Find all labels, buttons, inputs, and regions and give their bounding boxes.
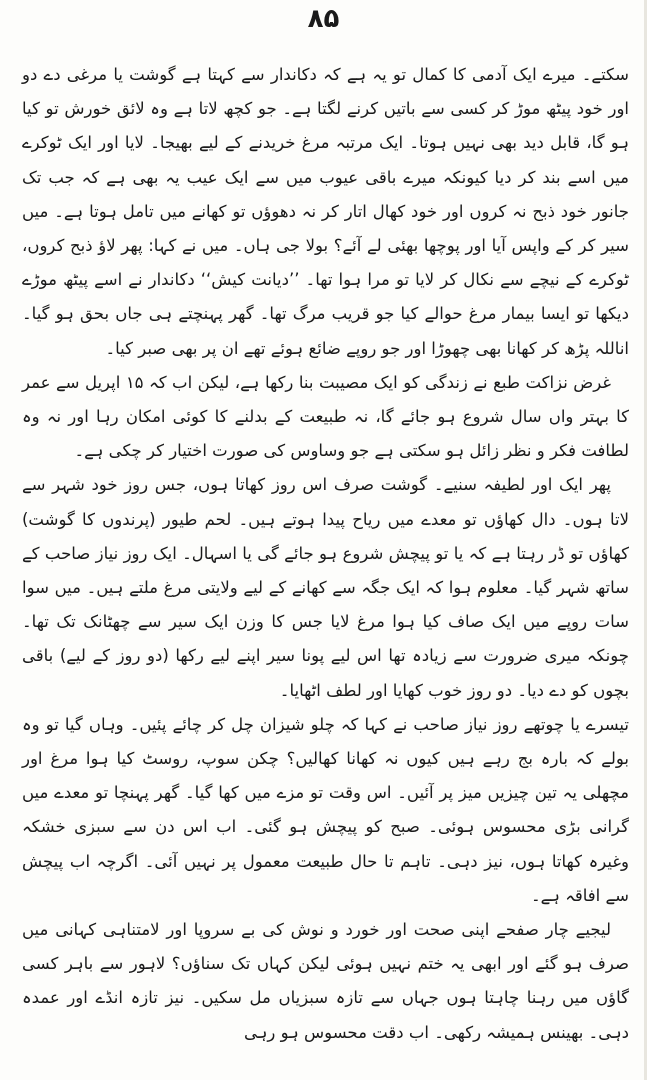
body-text bbox=[22, 58, 629, 1050]
paragraph-3: پھر ایک اور لطیفہ سنیے۔ گوشت صرف اس روز کھاتا ہوں، جس روز خود شہر سے لاتا ہوں۔ دال کھاؤں تو معدے میں ریاح پیدا ہوتے ہیں۔ لحم طیور (پرندوں کا گوشت) کھاؤں تو ڈر رہتا ہے کہ یا تو پیچش شروع ہو جائے گی یا اسہال۔ ایک روز نیاز صاحب کے ساتھ شہر گیا۔ معلوم ہوا کہ ایک جگہ سے کھانے کے لیے ولایتی مرغ ملتے ہیں۔ میں سوا سات روپے میں ایک صاف کیا ہوا مرغ لایا جس کا وزن ایک سیر سے چھٹانک تک تھا۔ چونکہ میری ضرورت سے زیادہ تھا اس لیے پونا سیر اپنے لیے رکھا (دو روز کے لیے) باقی بچوں کو دے دیا۔ دو روز خوب کھایا اور لطف اٹھایا۔ bbox=[22, 475, 629, 700]
paragraph-2: غرض نزاکت طبع نے زندگی کو ایک مصیبت بنا رکھا ہے، لیکن اب کہ ۱۵ اپریل سے عمر کا بہتر واں سال شروع ہو جائے گا، نہ طبیعت کے بدلنے کا کوئی امکان رہا اور نہ وہ لطافت فکر و نظر زائل ہو سکتی ہے جو وساوس کی صورت اختیار کر چکی ہے۔ bbox=[22, 372, 629, 461]
paragraph-5: لیجیے چار صفحے اپنی صحت اور خورد و نوش کی بے سروپا اور لامتناہی کہانی میں صرف ہو گئے اور ابھی یہ ختم نہیں ہوئی لیکن کہاں تک سناؤں؟ لاہور سے باہر کسی گاؤں میں رہنا چاہتا ہوں جہاں سے تازہ سبزیاں مل سکیں۔ نیز تازہ انڈے اور عمدہ دہی۔ بھینس ہمیشہ رکھی۔ اب دقت محسوس ہو رہی bbox=[22, 920, 629, 1042]
paragraph-1: سکتے۔ میرے ایک آدمی کا کمال تو یہ ہے کہ دکاندار سے کہتا ہے گوشت یا مرغی دے دو اور خود پیٹھ موڑ کر کسی سے باتیں کرنے لگتا ہے۔ جو کچھ لاتا ہے وہ لائق خورش تو کیا ہو گا، قابل دید بھی نہیں ہوتا۔ ایک مرتبہ مرغ خریدنے کے لیے بھیجا۔ لایا اور ایک ٹوکرے میں اسے بند کر دیا کیونکہ میرے باقی عیوب میں سے ایک عیب یہ بھی ہے کہ جب تک جانور خود ذبح نہ کروں اور خود کھال اتار کر نہ دھوؤں تو کھانے میں تامل ہوتا ہے۔ میں سیر کر کے واپس آیا اور پوچھا بھئی لے آئے؟ بولا جی ہاں۔ میں نے کہا: پھر لاؤ ذبح کروں، ٹوکرے کے نیچے سے نکال کر لایا تو مرا ہوا تھا۔ ’’دیانت کیش‘‘ دکاندار نے اسے پیٹھ موڑے دیکھا تو ایسا بیمار مرغ حوالے کیا جو قریب مرگ تھا۔ گھر پہنچتے ہی جاں بحق ہو گیا۔ اناللہ پڑھ کر کھانا بھی چھوڑا اور جو روپے ضائع ہوئے تھے ان پر بھی صبر کیا۔ bbox=[22, 65, 629, 358]
page-number: ۸۵ bbox=[307, 4, 340, 34]
paragraph-4: تیسرے یا چوتھے روز نیاز صاحب نے کہا کہ چلو شیزان چل کر چائے پئیں۔ وہاں گیا تو وہ بولے کہ بارہ بج رہے ہیں کیوں نہ کھانا کھالیں؟ چکن سوپ، روسٹ کیا ہوا مرغ اور مچھلی یہ تین چیزیں میز پر آئیں۔ اس وقت تو مزے میں کھا گیا۔ گھر پہنچا تو معدے میں گرانی بڑی محسوس ہوئی۔ صبح کو پیچش ہو گئی۔ اب اس دن سے سبزی خشکہ وغیرہ کھاتا ہوں، نیز دہی۔ تاہم تا حال طبیعت معمول پر نہیں آئی۔ اگرچہ اب پیچش سے افاقہ ہے۔ bbox=[22, 714, 629, 905]
